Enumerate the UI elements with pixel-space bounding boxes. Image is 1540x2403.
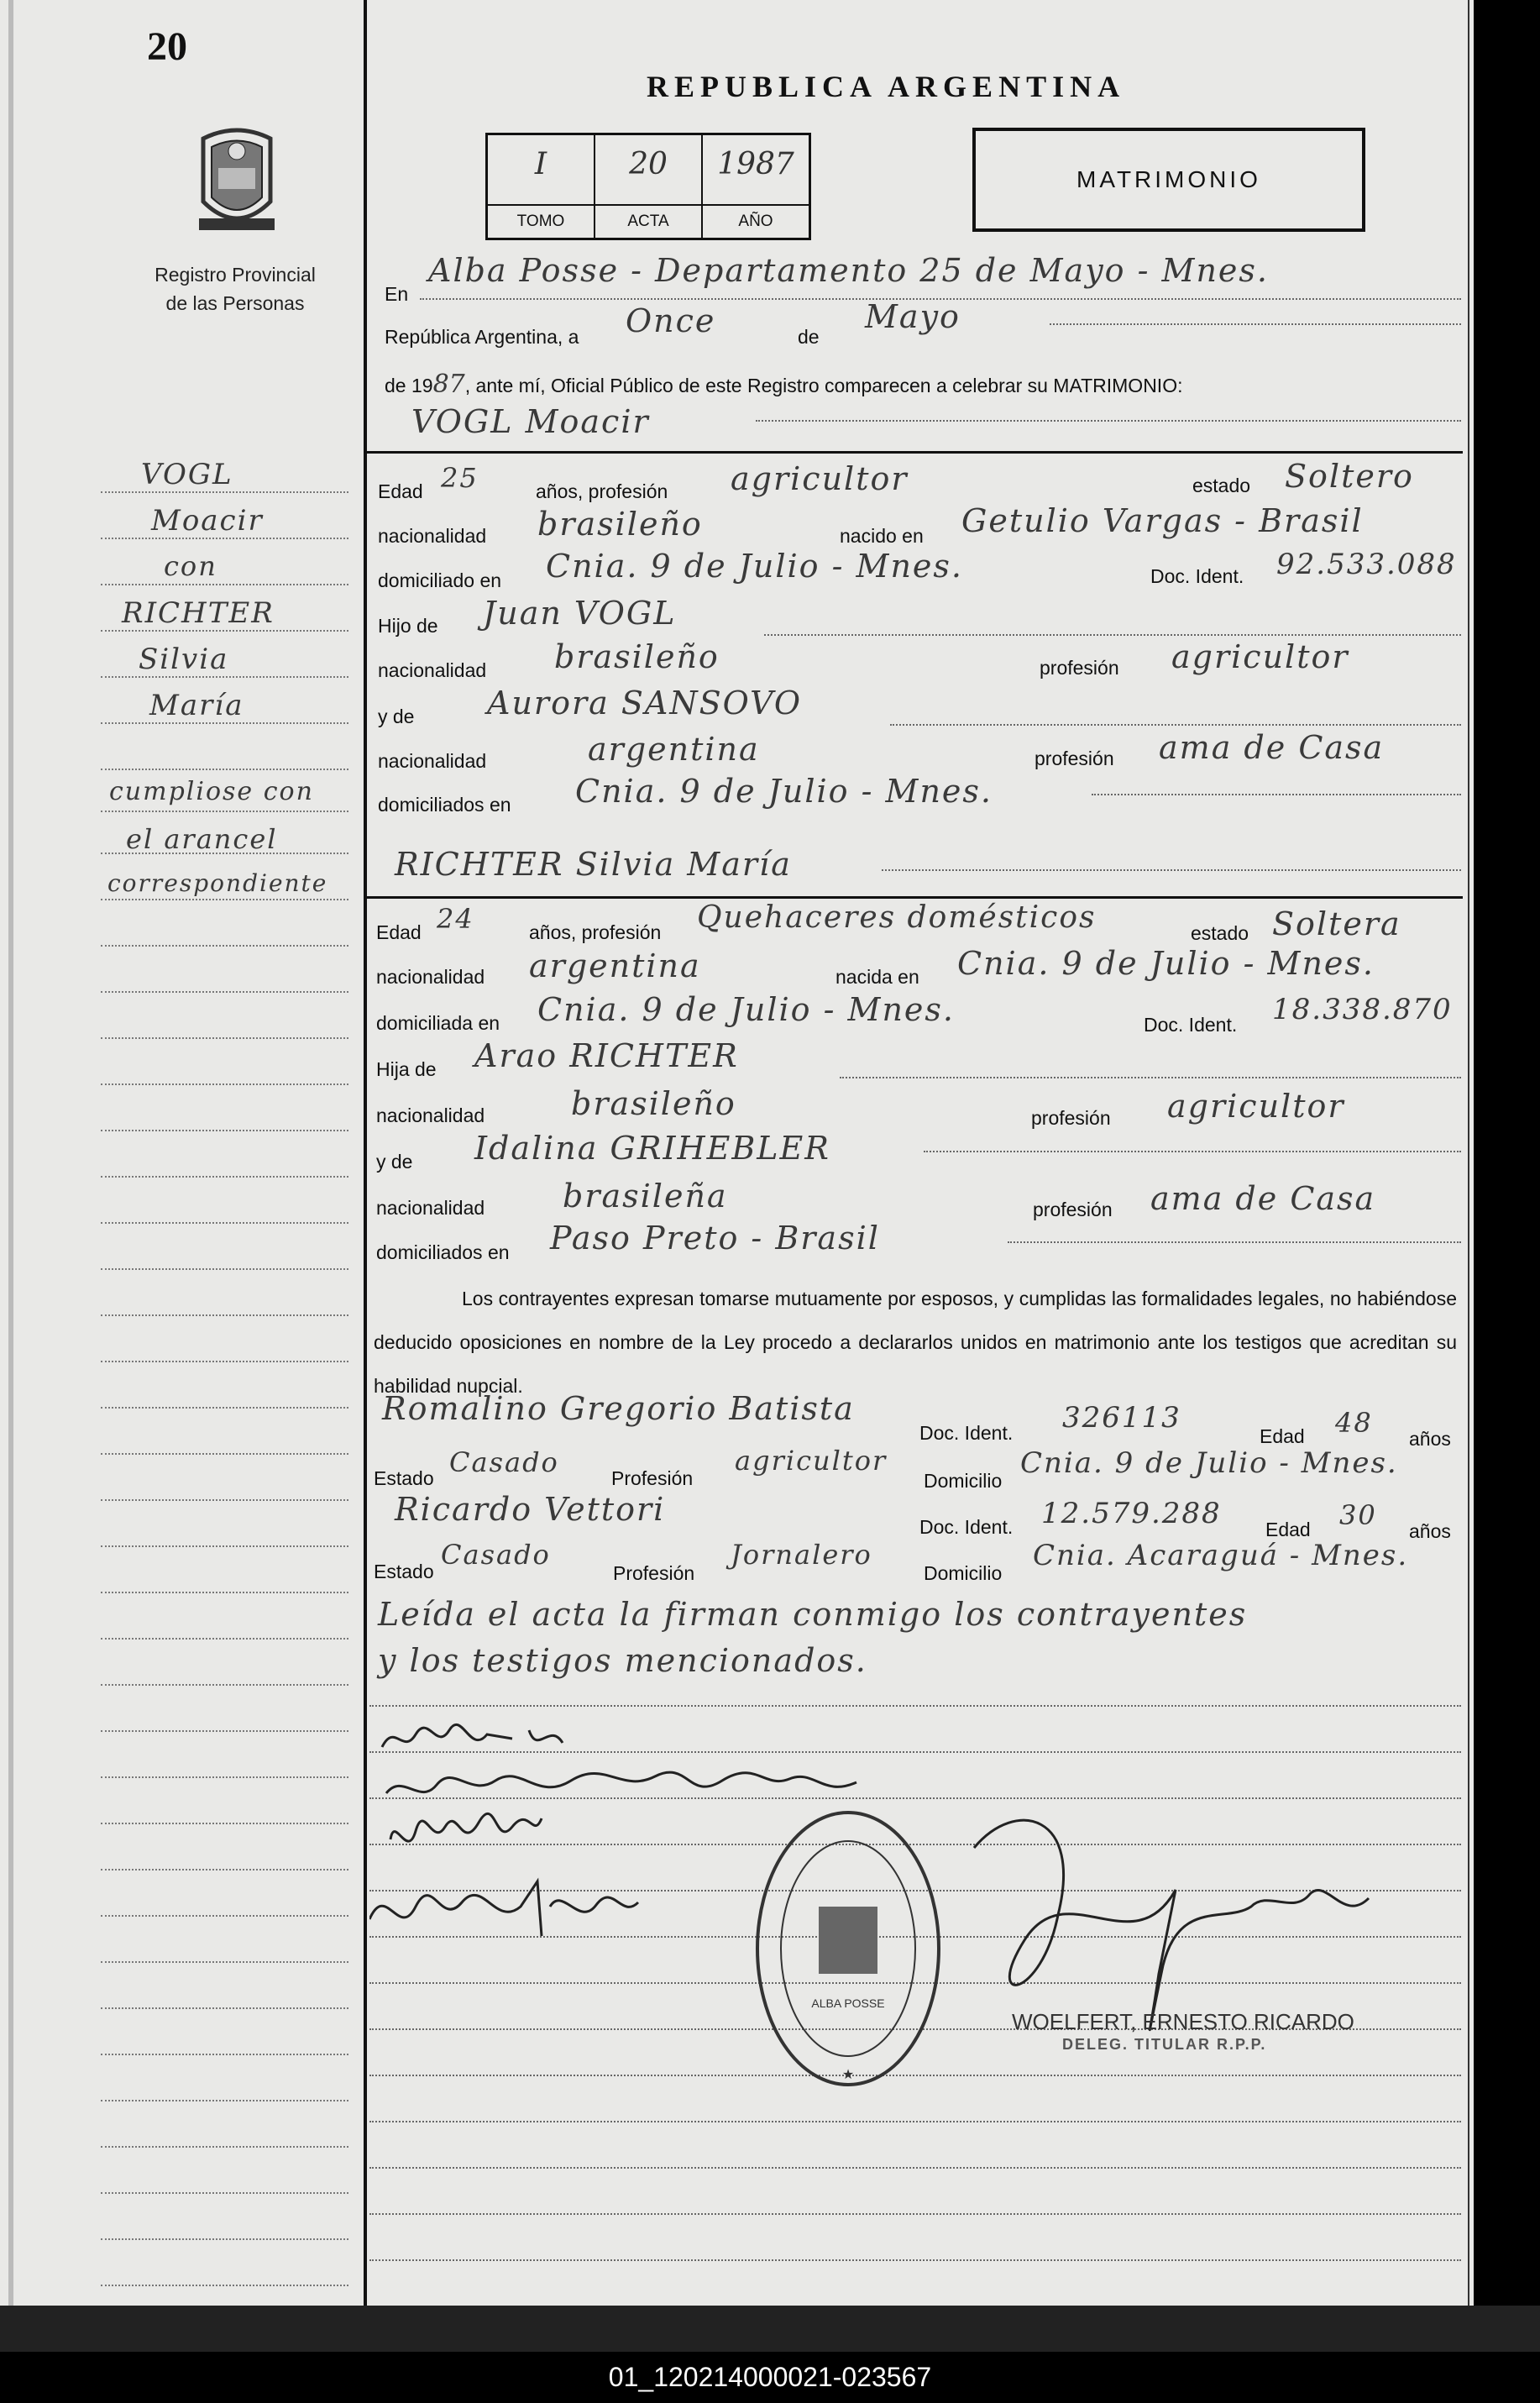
- bride-mother-profession: ama de Casa: [1150, 1180, 1376, 1217]
- edad-label: Edad: [376, 921, 422, 943]
- y-de-label: y de: [378, 706, 415, 727]
- bride-age: 24: [437, 903, 474, 935]
- section-divider: [367, 896, 1463, 899]
- domicilio-label: Domicilio: [924, 1470, 1003, 1492]
- province-seal-icon: [186, 122, 287, 239]
- witness2-name: Ricardo Vettori: [395, 1491, 666, 1528]
- groom-mother-profession: ama de Casa: [1159, 729, 1385, 766]
- edad-label: Edad: [1260, 1425, 1305, 1447]
- hijo-label: Hijo de: [378, 615, 438, 637]
- ceremony-day: Once: [626, 302, 716, 339]
- witness1-name: Romalino Gregorio Batista: [382, 1390, 855, 1427]
- official-stamp-icon: [752, 1806, 945, 2091]
- witness2-profession: Jornalero: [731, 1539, 872, 1571]
- margin-note: María: [149, 689, 244, 722]
- groom-parents-address: Cnia. 9 de Julio - Mnes.: [575, 773, 993, 810]
- margin-note: con: [164, 550, 217, 582]
- edad-label: Edad: [1265, 1519, 1311, 1540]
- margin-note: RICHTER: [122, 596, 275, 630]
- svg-text:ALBA POSSE: ALBA POSSE: [811, 1996, 885, 2010]
- witness1-age: 48: [1335, 1407, 1373, 1439]
- profesion-label: profesión: [1040, 657, 1119, 679]
- groom-mother: Aurora SANSOVO: [487, 685, 803, 721]
- profesion-label: profesión: [1035, 748, 1114, 769]
- page-number: 20: [147, 24, 187, 69]
- groom-mother-nationality: argentina: [588, 731, 760, 768]
- margin-note: VOGL: [141, 458, 233, 491]
- groom-profession: agricultor: [731, 460, 909, 497]
- page-left-edge: [8, 0, 13, 2306]
- bride-mother-nationality: brasileña: [563, 1178, 728, 1215]
- registry-name: Registro Provincial de las Personas: [155, 264, 316, 314]
- bride-parents-address: Paso Preto - Brasil: [550, 1220, 880, 1257]
- official-name: WOELFERT, ERNESTO RICARDO: [1012, 2009, 1354, 2034]
- bride-father-nationality: brasileño: [571, 1085, 736, 1122]
- en-label: En: [385, 283, 409, 305]
- witness2-address: Cnia. Acaraguá - Mnes.: [1033, 1539, 1409, 1572]
- witness1-estado: Casado: [449, 1446, 559, 1478]
- doc-label: Doc. Ident.: [1150, 565, 1244, 587]
- tomo-cell: I TOMO: [488, 135, 595, 238]
- ceremony-year: 87: [432, 370, 465, 399]
- groom-age: 25: [441, 462, 479, 494]
- margin-note: Silvia: [139, 643, 229, 676]
- nacionalidad-label: nacionalidad: [378, 659, 487, 681]
- nacionalidad-label: nacionalidad: [378, 750, 487, 772]
- profesion-label: Profesión: [613, 1562, 695, 1584]
- nacida-label: nacida en: [835, 966, 919, 988]
- republica-label: República Argentina, a: [385, 326, 579, 348]
- domiciliada-label: domiciliada en: [376, 1012, 500, 1034]
- nacionalidad-label: nacionalidad: [376, 1104, 485, 1126]
- domicilio-label: domiciliado en: [378, 569, 502, 591]
- declaration-text: Los contrayentes expresan tomarse mutuamente por esposos, y cumplidas las formalidades legales, no habiéndose deducido oposiciones en nombre de la Ley procedo a declararlos unidos en matrimonio ante los testigos que acreditan su habilidad nupcial.: [374, 1288, 1457, 1397]
- closing-line-2: y los testigos mencionados.: [378, 1642, 867, 1679]
- anios-label: años: [1409, 1520, 1451, 1542]
- image-id-footer: 01_120214000021-023567: [608, 2362, 932, 2392]
- domiciliados-label: domiciliados en: [378, 794, 511, 816]
- nacido-label: nacido en: [840, 525, 924, 547]
- doc-label: Doc. Ident.: [1144, 1014, 1238, 1036]
- bride-address: Cnia. 9 de Julio - Mnes.: [537, 991, 956, 1028]
- domiciliados-label: domiciliados en: [376, 1241, 510, 1263]
- bride-doc: 18.338.870: [1272, 993, 1453, 1026]
- scan-bottom-band: [0, 2306, 1540, 2352]
- estado-label: Estado: [374, 1561, 434, 1582]
- official-title: DELEG. TITULAR R.P.P.: [1062, 2036, 1267, 2053]
- margin-note: cumpliose con: [109, 777, 314, 806]
- witness2-age: 30: [1339, 1499, 1377, 1531]
- hija-label: Hija de: [376, 1058, 437, 1080]
- witness2-estado: Casado: [441, 1539, 551, 1571]
- y-de-label: y de: [376, 1151, 413, 1173]
- acta-cell: 20 ACTA: [595, 135, 703, 238]
- bride-name-heading: RICHTER Silvia María: [395, 846, 792, 883]
- nacionalidad-label: nacionalidad: [378, 525, 487, 547]
- anios-label: años, profesión: [536, 480, 668, 502]
- year-label: de 1987, ante mí, Oficial Público de este Registro comparecen a celebrar su MATRIMONIO:: [385, 370, 1183, 399]
- witness1-address: Cnia. 9 de Julio - Mnes.: [1020, 1446, 1398, 1480]
- record-type-box: MATRIMONIO: [972, 128, 1365, 232]
- bride-mother: Idalina GRIHEBLER: [474, 1130, 830, 1167]
- bride-father: Arao RICHTER: [474, 1037, 739, 1074]
- tomo-acta-box: [485, 133, 811, 240]
- margin-note: correspondiente: [107, 869, 328, 897]
- ceremony-month: Mayo: [865, 298, 961, 335]
- witness1-profession: agricultor: [735, 1445, 888, 1477]
- groom-estado: Soltero: [1285, 458, 1414, 495]
- groom-birthplace: Getulio Vargas - Brasil: [961, 502, 1364, 539]
- margin-note: el arancel: [126, 823, 278, 855]
- de-label: de: [798, 326, 820, 348]
- groom-nationality: brasileño: [537, 506, 703, 543]
- anios-label: años: [1409, 1428, 1451, 1450]
- anio-cell: 1987 AÑO: [703, 135, 809, 238]
- groom-father-profession: agricultor: [1171, 638, 1349, 675]
- doc-label: Doc. Ident.: [919, 1516, 1014, 1538]
- bride-nationality: argentina: [529, 947, 701, 984]
- groom-address: Cnia. 9 de Julio - Mnes.: [546, 548, 964, 585]
- bride-estado: Soltera: [1272, 905, 1401, 942]
- groom-name-heading: VOGL Moacir: [411, 403, 650, 440]
- estado-label: estado: [1191, 922, 1249, 944]
- nacionalidad-label: nacionalidad: [376, 966, 485, 988]
- ceremony-place: Alba Posse - Departamento 25 de Mayo - Mnes.: [428, 252, 1269, 289]
- svg-text:★: ★: [841, 2068, 855, 2082]
- document-title: REPUBLICA ARGENTINA: [647, 70, 1126, 103]
- margin-note: Moacir: [151, 504, 264, 538]
- margin-rule: [364, 0, 367, 2306]
- doc-label: Doc. Ident.: [919, 1422, 1014, 1444]
- bride-birthplace: Cnia. 9 de Julio - Mnes.: [957, 945, 1375, 982]
- profesion-label: profesión: [1031, 1107, 1111, 1129]
- witness2-doc: 12.579.288: [1041, 1497, 1222, 1530]
- profesion-label: profesión: [1033, 1199, 1113, 1220]
- section-divider: [367, 451, 1463, 454]
- anios-label: años, profesión: [529, 921, 662, 943]
- edad-label: Edad: [378, 480, 423, 502]
- domicilio-label: Domicilio: [924, 1562, 1003, 1584]
- bride-father-profession: agricultor: [1167, 1088, 1345, 1125]
- nacionalidad-label: nacionalidad: [376, 1197, 485, 1219]
- closing-line-1: Leída el acta la firman conmigo los contrayentes: [378, 1596, 1248, 1633]
- estado-label: Estado: [374, 1467, 434, 1489]
- groom-father: Juan VOGL: [483, 595, 677, 632]
- groom-doc: 92.533.088: [1276, 548, 1457, 581]
- profesion-label: Profesión: [611, 1467, 694, 1489]
- witness1-doc: 326113: [1062, 1401, 1181, 1435]
- page-right-edge: [1468, 0, 1469, 2306]
- groom-father-nationality: brasileño: [554, 638, 720, 675]
- estado-label: estado: [1192, 475, 1251, 496]
- bride-profession: Quehaceres domésticos: [697, 900, 1097, 935]
